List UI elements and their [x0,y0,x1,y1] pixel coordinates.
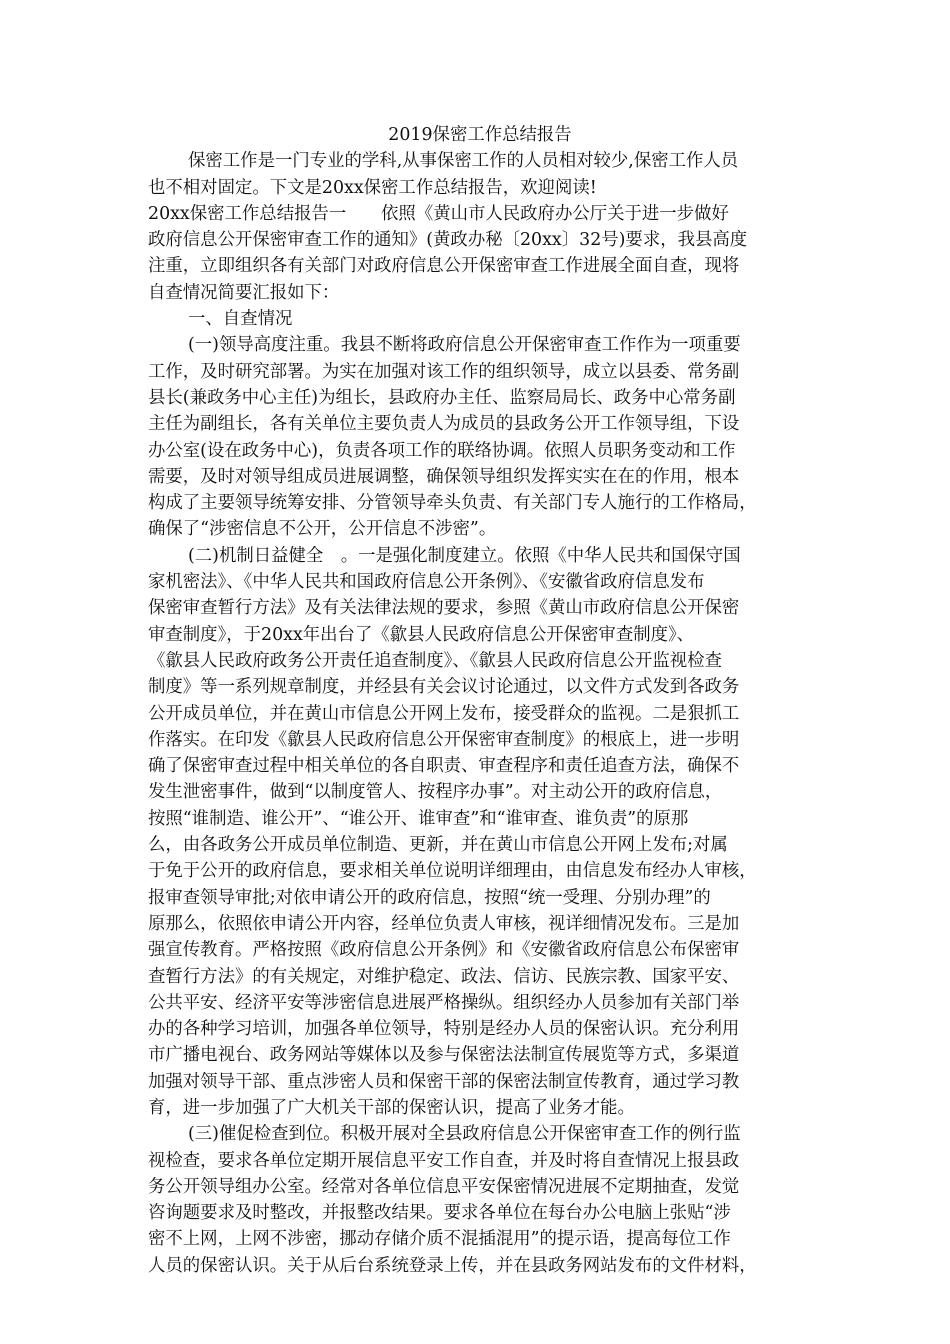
text-line: 家机密法》、《中华人民共和国政府信息公开条例》、《安徽省政府信息发布 [148,572,705,593]
text-line: 构成了主要领导统筹安排、分管领导牵头负责、有关部门专人施行的工作格局， [148,493,757,514]
text-line: 作落实。在印发《歙县人民政府信息公开保密审查制度》的根底上，进一步明 [148,729,740,750]
text-line: 也不相对固定。下文是20xx保密工作总结报告，欢迎阅读! [148,177,597,198]
text-line: 审查制度》，于20xx年出台了《歙县人民政府信息公开保密审查制度》、 [148,624,695,645]
text-line: 20xx保密工作总结报告一 依照《黄山市人民政府办公厅关于进一步做好 [148,203,729,224]
text-line: 办公室(设在政务中心)，负责各项工作的联络协调。依照人员职务变动和工作 [148,440,736,461]
text-line: 查暂行方法》的有关规定，对维护稳定、政法、信访、民族宗教、国家平安、 [148,966,740,987]
text-line: 密不上网，上网不涉密，挪动存储介质不混插混用”的提示语，提高每位工作 [148,1229,731,1250]
document-page [148,122,812,1279]
text-line: 报审查领导审批;对依申请公开的政府信息，按照“统一受理、分别办理”的 [148,887,711,908]
text-line: 主任为副组长，各有关单位主要负责人为成员的县政务公开工作领导组，下设 [148,414,740,435]
text-line: (一)领导高度注重。我县不断将政府信息公开保密审查工作作为一项重要 [188,335,741,356]
text-line: 保密工作是一门专业的学科,从事保密工作的人员相对较少,保密工作人员 [188,151,739,172]
text-line: 政府信息公开保密审查工作的通知》(黄政办秘〔20xx〕32号)要求，我县高度 [148,230,748,251]
text-line: 制度》等一系列规章制度，并经县有关会议讨论通过，以文件方式发到各政务 [148,677,740,698]
text-line: 确保了“涉密信息不公开，公开信息不涉密”。 [148,519,497,540]
text-line: 育，进一步加强了广大机关干部的保密认识，提高了业务才能。 [148,1097,635,1118]
text-line: 自查情况简要汇报如下： [148,282,340,303]
text-line: 务公开领导组办公室。经常对各单位信息平安保密情况进展不定期抽查，发觉 [148,1176,740,1197]
document-title: 2019保密工作总结报告 [388,125,572,145]
text-line: 发生泄密事件，做到“以制度管人、按程序办事”。对主动公开的政府信息， [148,782,723,803]
text-line: 工作，及时研究部署。为实在加强对该工作的组织领导，成立以县委、常务副 [148,361,740,382]
text-line: 咨询题要求及时整改，并报整改结果。要求各单位在每台办公电脑上张贴“涉 [148,1203,731,1224]
text-line: 确了保密审查过程中相关单位的各自职责、审查程序和责任追查方法，确保不 [148,756,740,777]
text-line: 公共平安、经济平安等涉密信息进展严格操纵。组织经办人员参加有关部门举 [148,992,740,1013]
text-line: 人员的保密认识。关于从后台系统登录上传，并在县政务网站发布的文件材料， [148,1255,757,1276]
text-line: 县长(兼政务中心主任)为组长，县政府办主任、监察局局长、政务中心常务副 [148,387,736,408]
text-line: 于免于公开的政府信息，要求相关单位说明详细理由，由信息发布经办人审核， [148,861,757,882]
text-line: 么，由各政务公开成员单位制造、更新，并在黄山市信息公开网上发布;对属 [148,835,728,856]
text-line: 保密审查暂行方法》及有关法律法规的要求，参照《黄山市政府信息公开保密 [148,598,740,619]
text-line: (三)催促检查到位。积极开展对全县政府信息公开保密审查工作的例行监 [188,1124,741,1145]
text-line: 《歙县人民政府政务公开责任追查制度》、《歙县人民政府信息公开监视检查 [148,650,722,671]
text-line: 按照“谁制造、谁公开”、“谁公开、谁审查”和“谁审查、谁负责”的原那 [148,808,689,829]
section-heading: 一、自查情况 [188,309,293,330]
text-line: (二)机制日益健全 。一是强化制度建立。依照《中华人民共和国保守国 [188,545,741,566]
text-line: 注重，立即组织各有关部门对政府信息公开保密审查工作进展全面自查，现将 [148,256,740,277]
text-line: 原那么，依照依申请公开内容，经单位负责人审核，视详细情况发布。三是加 [148,913,740,934]
text-line: 办的各种学习培训，加强各单位领导，特别是经办人员的保密认识。充分利用 [148,1019,740,1040]
text-line: 市广播电视台、政务网站等媒体以及参与保密法法制宣传展览等方式，多渠道 [148,1045,740,1066]
text-line: 公开成员单位，并在黄山市信息公开网上发布，接受群众的监视。二是狠抓工 [148,703,740,724]
text-line: 加强对领导干部、重点涉密人员和保密干部的保密法制宣传教育，通过学习教 [148,1071,740,1092]
text-line: 需要，及时对领导组成员进展调整，确保领导组织发挥实实在在的作用，根本 [148,466,740,487]
text-line: 视检查，要求各单位定期开展信息平安工作自查，并及时将自查情况上报县政 [148,1150,740,1171]
text-line: 强宣传教育。严格按照《政府信息公开条例》和《安徽省政府信息公布保密审 [148,940,740,961]
